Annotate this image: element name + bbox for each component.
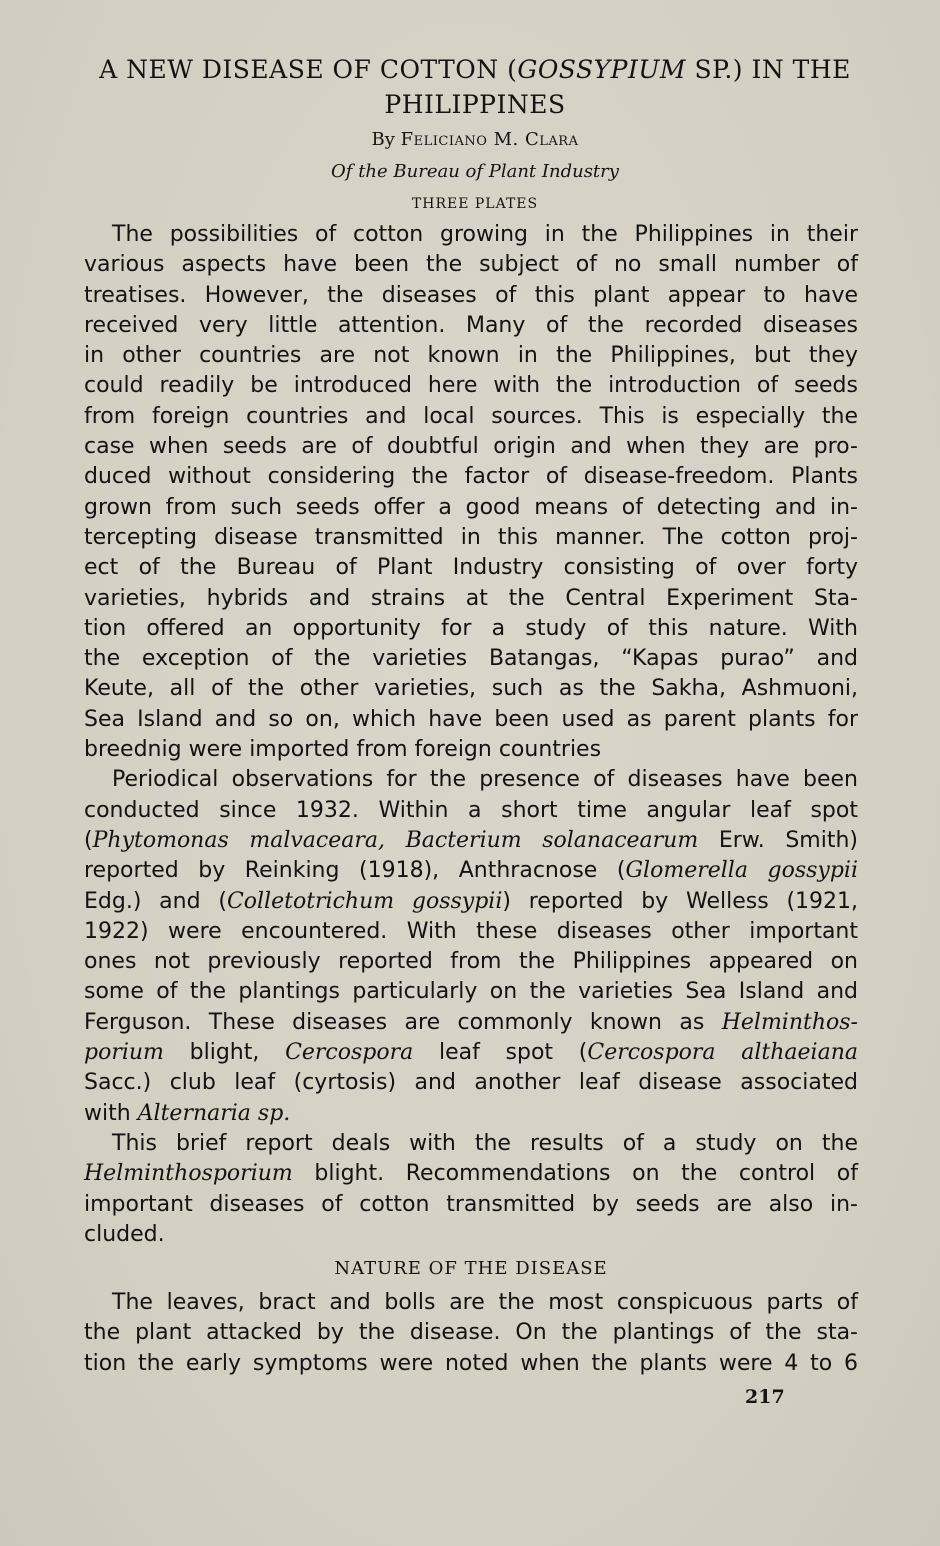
species-name: Phytomonas malvaceara, Bacterium solanacearum bbox=[92, 827, 699, 853]
text-line: Helminthosporium blight. Recommendations on the control of bbox=[84, 1161, 858, 1187]
page-number: 217 bbox=[745, 1386, 785, 1408]
text-line: duced without considering the factor of disease-freedom. Plants bbox=[84, 464, 858, 490]
text-line: various aspects have been the subject of no small number of bbox=[84, 252, 858, 278]
text-line: Edg.) and (Colletotrichum gossypii) reported by Welless (1921, bbox=[84, 888, 859, 914]
author-affiliation: Of the Bureau of Plant Industry bbox=[331, 161, 619, 182]
section-heading: NATURE OF THE DISEASE bbox=[334, 1258, 608, 1280]
text-line: Sacc.) club leaf (cyrtosis) and another leaf disease associated bbox=[84, 1070, 858, 1096]
genus-name: GOSSYPIUM bbox=[517, 55, 686, 84]
text-line: (Phytomonas malvaceara, Bacterium solanacearum Erw. Smith) bbox=[84, 827, 858, 853]
text-line: porium blight, Cercospora leaf spot (Cercospora althaeiana bbox=[84, 1040, 858, 1066]
text-line: tion the early symptoms were noted when the plants were 4 to 6 bbox=[84, 1350, 858, 1376]
species-name: Alternaria sp. bbox=[137, 1100, 291, 1126]
text-line: from foreign countries and local sources. This is especially the bbox=[84, 403, 858, 429]
text-line: could readily be introduced here with the introduction of seeds bbox=[84, 373, 858, 399]
text-line: This brief report deals with the results of a study on the bbox=[112, 1130, 858, 1156]
author-name: Feliciano M. Clara bbox=[400, 129, 579, 150]
text-line: the exception of the varieties Batangas, “Kapas purao” and bbox=[84, 646, 858, 672]
species-name: Helminthos- bbox=[721, 1009, 858, 1035]
text-line: case when seeds are of doubtful origin and when they are pro- bbox=[84, 434, 858, 460]
text-line: reported by Reinking (1918), Anthracnose (Glomerella gossypii bbox=[84, 858, 859, 884]
text-line: conducted since 1932. Within a short time angular leaf spot bbox=[84, 797, 858, 823]
text-line: the plant attacked by the disease. On the plantings of the sta- bbox=[84, 1320, 858, 1346]
text-line: Sea Island and so on, which have been used as parent plants for bbox=[84, 706, 858, 732]
article-title: A NEW DISEASE OF COTTON (GOSSYPIUM SP.) IN THE PHILIPPINES bbox=[99, 55, 851, 119]
text-line: breednig were imported from foreign countries bbox=[84, 737, 602, 763]
text-line: treatises. However, the diseases of this plant appear to have bbox=[84, 282, 858, 308]
text-line: important diseases of cotton transmitted by seeds are also in- bbox=[84, 1191, 858, 1217]
text-line: 1922) were encountered. With these diseases other important bbox=[84, 918, 858, 944]
text-line: ect of the Bureau of Plant Industry consisting of over forty bbox=[84, 555, 858, 581]
text-line: Ferguson. These diseases are commonly known as Helminthos- bbox=[84, 1009, 858, 1035]
article-body bbox=[84, 220, 858, 1379]
text-line: cluded. bbox=[84, 1221, 165, 1247]
text-line: received very little attention. Many of the recorded diseases bbox=[84, 312, 858, 338]
text-line: Keute, all of the other varieties, such as the Sakha, Ashmuoni, bbox=[84, 676, 858, 702]
text-line: some of the plantings particularly on the varieties Sea Island and bbox=[84, 979, 858, 1005]
species-name: Cercospora bbox=[285, 1040, 414, 1066]
text-line: varieties, hybrids and strains at the Central Experiment Sta- bbox=[84, 585, 858, 611]
text-line: The possibilities of cotton growing in the Philippines in their bbox=[112, 222, 858, 247]
species-name: Helminthosporium bbox=[84, 1161, 293, 1187]
text-line: The leaves, bract and bolls are the most conspicuous parts of bbox=[112, 1290, 858, 1316]
species-name: Glomerella gossypii bbox=[625, 858, 859, 884]
plates-note: THREE PLATES bbox=[411, 196, 539, 212]
byline: By Feliciano M. Clara bbox=[371, 129, 579, 150]
text-line: tion offered an opportunity for a study of this nature. With bbox=[84, 615, 858, 641]
species-name: Cercospora althaeiana bbox=[587, 1040, 858, 1066]
text-line: ones not previously reported from the Philippines appeared on bbox=[84, 949, 858, 975]
text-line: with Alternaria sp. bbox=[84, 1100, 291, 1126]
text-line: in other countries are not known in the Philippines, but they bbox=[84, 343, 858, 369]
text-line: tercepting disease transmitted in this manner. The cotton proj- bbox=[84, 524, 858, 550]
text-line: grown from such seeds offer a good means of detecting and in- bbox=[84, 494, 858, 520]
species-name: porium bbox=[84, 1040, 164, 1066]
text-line: Periodical observations for the presence of diseases have been bbox=[112, 767, 858, 793]
species-name: Colletotrichum gossypii bbox=[226, 888, 503, 914]
